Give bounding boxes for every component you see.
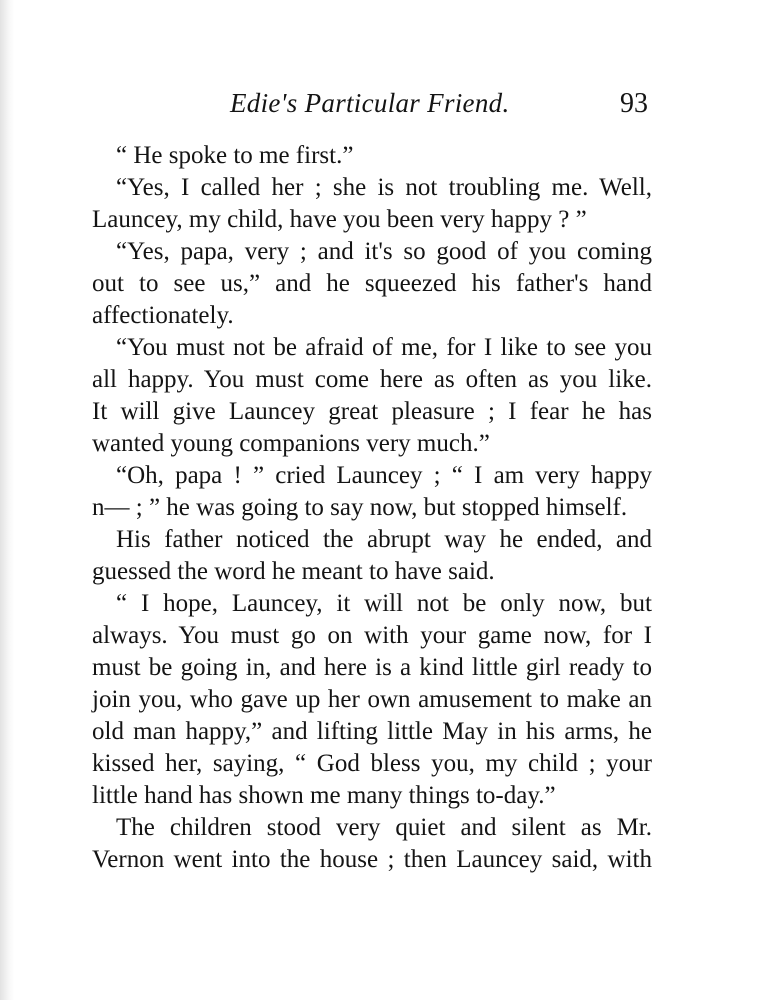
text-line: His father noticed the abrupt way he ended, and <box>116 526 652 553</box>
running-head-title: Edie's Particular Friend. <box>230 88 510 118</box>
text-line: guessed the word he meant to have said. <box>92 558 495 585</box>
paragraph <box>92 460 652 524</box>
text-line: affectionately. <box>92 302 234 329</box>
text-line: “You must not be afraid of me, for I like to see you <box>116 334 652 361</box>
text-line: It will give Launcey great pleasure ; I fear he has <box>92 398 652 425</box>
text-line: “ I hope, Launcey, it will not be only now, but <box>116 590 652 617</box>
text-line: join you, who gave up her own amusement to make an <box>92 686 652 713</box>
paragraph <box>92 332 652 460</box>
text-line: Vernon went into the house ; then Launcey said, with <box>92 846 652 873</box>
text-line: “Yes, papa, very ; and it's so good of you coming <box>116 238 652 265</box>
body-text <box>92 140 652 876</box>
paragraph <box>92 588 652 812</box>
page-number: 93 <box>620 88 648 119</box>
running-head <box>92 84 652 124</box>
text-line: always. You must go on with your game now, for I <box>92 622 652 649</box>
text-line: kissed her, saying, “ God bless you, my child ; your <box>92 750 652 777</box>
text-line: “Yes, I called her ; she is not troubling me. Well, <box>116 174 652 201</box>
paragraph <box>92 140 652 172</box>
paragraph <box>92 236 652 332</box>
text-line: little hand has shown me many things to-day.” <box>92 782 556 809</box>
text-line: must be going in, and here is a kind little girl ready to <box>92 654 652 681</box>
paragraph <box>92 812 652 876</box>
text-line: “Oh, papa ! ” cried Launcey ; “ I am very happy <box>116 462 652 489</box>
text-line: The children stood very quiet and silent as Mr. <box>116 814 652 841</box>
text-line: Launcey, my child, have you been very happy ? ” <box>92 206 587 233</box>
paragraph <box>92 524 652 588</box>
text-line: n— ; ” he was going to say now, but stopped himself. <box>92 494 628 521</box>
text-line: “ He spoke to me first.” <box>116 142 354 169</box>
paragraph <box>92 172 652 236</box>
text-line: all happy. You must come here as often as you like. <box>92 366 652 393</box>
page-gutter-shadow <box>0 0 14 1000</box>
text-line: wanted young companions very much.” <box>92 430 490 457</box>
text-line: old man happy,” and lifting little May in his arms, he <box>92 718 652 745</box>
text-line: out to see us,” and he squeezed his father's hand <box>92 270 652 297</box>
